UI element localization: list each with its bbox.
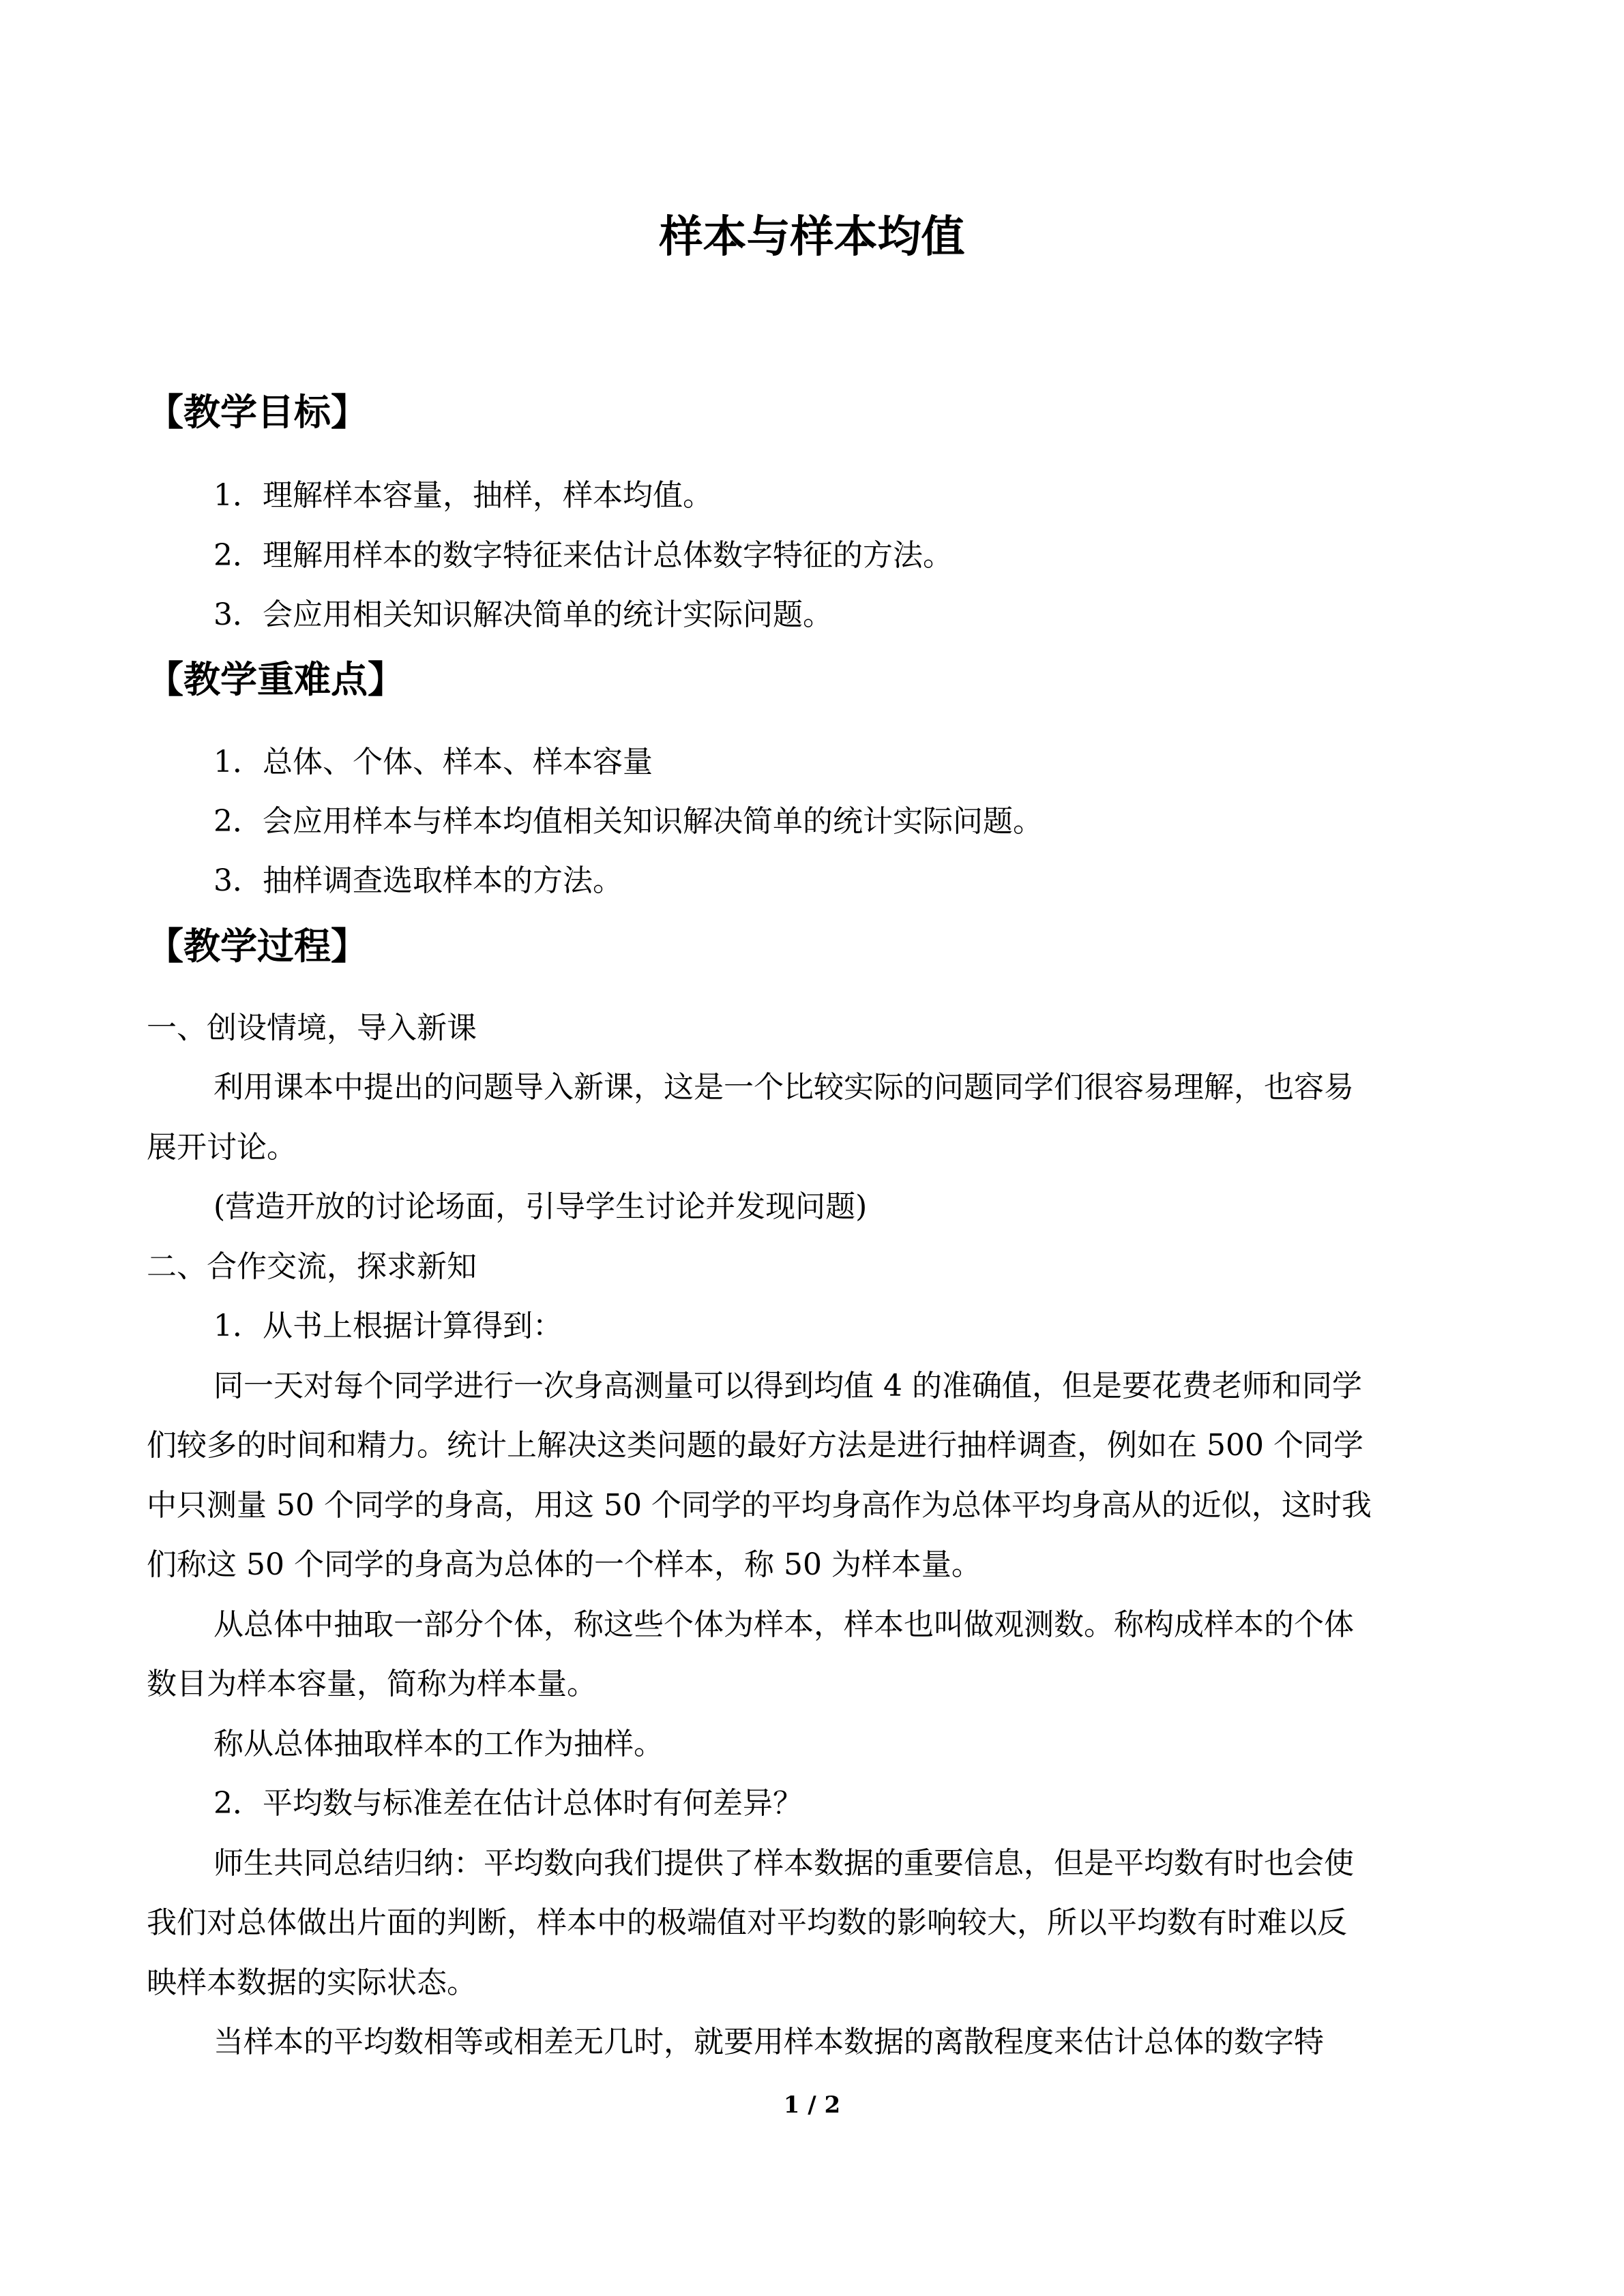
key-point-item: 2．会应用样本与样本均值相关知识解决简单的统计实际问题。 (213, 804, 1043, 839)
process-paragraph-line: 称从总体抽取样本的工作为抽样。 (213, 1727, 664, 1761)
section-heading-goals: 【教学目标】 (147, 391, 368, 434)
process-paragraph-line: (营造开放的讨论场面，引导学生讨论并发现问题) (213, 1189, 868, 1224)
process-paragraph-line: 我们对总体做出片面的判断，样本中的极端值对平均数的影响较大，所以平均数有时难以反 (147, 1905, 1347, 1940)
process-subheading: 一、创设情境，导入新课 (147, 1011, 477, 1045)
page-number: 1 / 2 (783, 2091, 841, 2119)
process-paragraph-line: 师生共同总结归纳：平均数向我们提供了样本数据的重要信息，但是平均数有时也会使 (213, 1846, 1354, 1881)
process-paragraph-line: 从总体中抽取一部分个体，称这些个体为样本，样本也叫做观测数。称构成样本的个体 (213, 1607, 1354, 1642)
goal-item: 3．会应用相关知识解决简单的统计实际问题。 (213, 597, 833, 632)
process-paragraph-line: 利用课本中提出的问题导入新课，这是一个比较实际的问题同学们很容易理解，也容易 (213, 1070, 1354, 1105)
goal-item: 2．理解用样本的数字特征来估计总体数字特征的方法。 (213, 538, 953, 573)
key-point-item: 1．总体、个体、样本、样本容量 (213, 745, 653, 779)
process-paragraph-line: 展开讨论。 (147, 1130, 297, 1165)
process-paragraph-line: 们称这 50 个同学的身高为总体的一个样本，称 50 为样本量。 (147, 1547, 981, 1582)
process-subheading: 二、合作交流，探求新知 (147, 1249, 477, 1284)
key-point-item: 3．抽样调查选取样本的方法。 (213, 863, 623, 898)
process-paragraph-line: 2．平均数与标准差在估计总体时有何差异？ (213, 1786, 803, 1821)
process-paragraph-line: 数目为样本容量，简称为样本量。 (147, 1667, 597, 1701)
section-heading-process: 【教学过程】 (147, 925, 368, 968)
process-paragraph-line: 当样本的平均数相等或相差无几时，就要用样本数据的离散程度来估计总体的数字特 (213, 2025, 1324, 2059)
process-paragraph-line: 中只测量 50 个同学的身高，用这 50 个同学的平均身高作为总体平均身高从的近似，这时我 (147, 1488, 1372, 1523)
process-paragraph-line: 们较多的时间和精力。统计上解决这类问题的最好方法是进行抽样调查，例如在 500 个同学 (147, 1428, 1363, 1463)
document-title: 样本与样本均值 (659, 212, 965, 263)
process-paragraph-line: 同一天对每个同学进行一次身高测量可以得到均值 4 的准确值，但是要花费老师和同学 (213, 1369, 1362, 1403)
process-paragraph-line: 映样本数据的实际状态。 (147, 1965, 477, 2000)
process-paragraph-line: 1．从书上根据计算得到： (213, 1309, 563, 1343)
section-heading-key-points: 【教学重难点】 (147, 658, 404, 701)
goal-item: 1．理解样本容量，抽样，样本均值。 (213, 478, 713, 513)
